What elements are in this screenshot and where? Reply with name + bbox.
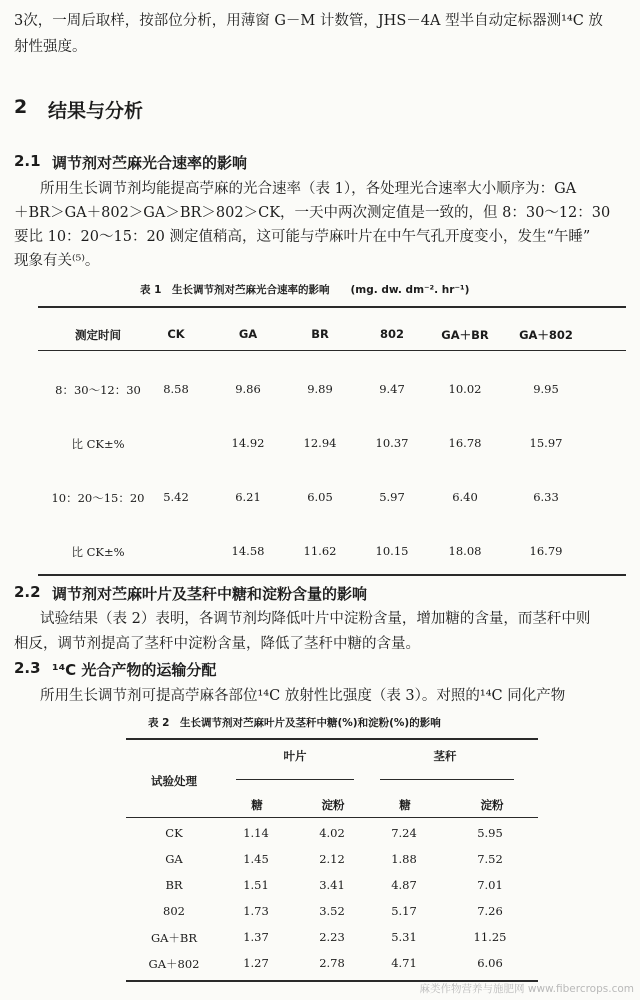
t1-header-ga-br: GA＋BR — [441, 328, 489, 342]
t2-r6-stem-sugar: 4.71 — [391, 956, 417, 970]
t1-r1-802: 9.47 — [379, 382, 405, 396]
t2-r1-stem-starch: 5.95 — [477, 826, 503, 840]
t2-r6-leaf-sugar: 1.27 — [243, 956, 269, 970]
t2-r1-stem-sugar: 7.24 — [391, 826, 417, 840]
t2-r4-stem-starch: 7.26 — [477, 904, 503, 918]
t2-r2-stem-starch: 7.52 — [477, 852, 503, 866]
t2-r5-stem-starch: 11.25 — [473, 930, 507, 944]
t1-header-ga-802: GA＋802 — [519, 328, 573, 342]
t2-r5-stem-sugar: 5.31 — [391, 930, 417, 944]
t1-r4-ga-802: 16.79 — [529, 544, 563, 558]
section-2-1-title: 调节剂对苎麻光合速率的影响 — [52, 154, 248, 172]
section-2-1-number: 2.1 — [14, 152, 41, 170]
section-2-number: 2 — [14, 96, 28, 118]
t2-r5-treatment: GA＋BR — [150, 931, 198, 945]
section-2-2-number: 2.2 — [14, 583, 41, 601]
t2-header-treatment: 试验处理 — [151, 774, 197, 788]
t2-r1-treatment: CK — [165, 826, 183, 840]
table-1-top-rule — [38, 306, 626, 308]
table-1-caption: 表 1 生长调节剂对苎麻光合速率的影响 (mg. dw. dm⁻². hr⁻¹) — [140, 284, 470, 296]
t1-r4-br: 11.62 — [303, 544, 337, 558]
t2-r4-stem-sugar: 5.17 — [391, 904, 417, 918]
t1-r3-ga-802: 6.33 — [533, 490, 559, 504]
sec22-line-1: 试验结果（表 2）表明，各调节剂均降低叶片中淀粉含量，增加糖的含量，而茎秆中则 — [40, 611, 591, 627]
sec22-line-2: 相反，调节剂提高了茎秆中淀粉含量，降低了茎秆中糖的含量。 — [14, 636, 420, 652]
t2-r4-leaf-starch: 3.52 — [319, 904, 345, 918]
section-2-3-title: ¹⁴C 光合产物的运输分配 — [52, 661, 217, 679]
t2-r3-stem-sugar: 4.87 — [391, 878, 417, 892]
table-2-top-rule — [126, 738, 538, 740]
t1-r3-br: 6.05 — [307, 490, 333, 504]
t2-r6-leaf-starch: 2.78 — [319, 956, 345, 970]
t1-r4-802: 10.15 — [375, 544, 409, 558]
t2-header-stem: 茎秆 — [433, 749, 457, 763]
watermark: 麻类作物营养与施肥网 www.fibercrops.com — [419, 983, 634, 995]
t2-header-leaf-starch: 淀粉 — [321, 798, 345, 812]
t2-r6-treatment: GA＋802 — [148, 957, 200, 971]
intro-line-1: 3次，一周后取样，按部位分析，用薄窗 G－M 计数管，JHS－4A 型半自动定标器测¹⁴C 放 — [14, 13, 603, 29]
table-2-leaf-rule — [236, 779, 354, 780]
t1-r4-label: 比 CK±% — [71, 545, 125, 559]
t2-r4-leaf-sugar: 1.73 — [243, 904, 269, 918]
t1-r4-ga: 14.58 — [231, 544, 265, 558]
t1-r2-ga-br: 16.78 — [448, 436, 482, 450]
t1-header-ck: CK — [167, 327, 185, 341]
sec21-line-2: ＋BR＞GA＋802＞GA＞BR＞802＞CK，一天中两次测定值是一致的，但 8：30～12：30 — [14, 205, 611, 221]
t2-r1-leaf-sugar: 1.14 — [243, 826, 269, 840]
t2-r2-stem-sugar: 1.88 — [391, 852, 417, 866]
t2-r6-stem-starch: 6.06 — [477, 956, 503, 970]
t2-r3-treatment: BR — [165, 878, 183, 892]
sec21-line-4: 现象有关⁽⁵⁾。 — [14, 253, 100, 269]
t1-r1-br: 9.89 — [307, 382, 333, 396]
table-2-header-rule — [126, 817, 538, 818]
t2-r3-leaf-sugar: 1.51 — [243, 878, 269, 892]
section-2-2-title: 调节剂对苎麻叶片及茎秆中糖和淀粉含量的影响 — [52, 585, 368, 603]
intro-line-2: 射性强度。 — [14, 39, 87, 55]
t2-header-leaf-sugar: 糖 — [251, 798, 263, 812]
t2-r4-treatment: 802 — [163, 904, 185, 918]
t1-r2-ga-802: 15.97 — [529, 436, 563, 450]
t1-r3-802: 5.97 — [379, 490, 405, 504]
sec23-line-1: 所用生长调节剂可提高苧麻各部位¹⁴C 放射性比强度（表 3）。对照的¹⁴C 同化产物 — [40, 688, 566, 704]
t1-r2-br: 12.94 — [303, 436, 337, 450]
t1-r2-ga: 14.92 — [231, 436, 265, 450]
t1-r3-ck: 5.42 — [163, 490, 189, 504]
t2-r5-leaf-sugar: 1.37 — [243, 930, 269, 944]
t1-r1-ga-br: 10.02 — [448, 382, 482, 396]
t1-r1-ga: 9.86 — [235, 382, 261, 396]
table-2-stem-rule — [380, 779, 514, 780]
t2-r2-leaf-starch: 2.12 — [319, 852, 345, 866]
section-2-3-number: 2.3 — [14, 659, 41, 677]
t1-r3-ga: 6.21 — [235, 490, 261, 504]
table-1-header-rule — [38, 350, 626, 351]
t1-r1-ck: 8.58 — [163, 382, 189, 396]
t1-r1-ga-802: 9.95 — [533, 382, 559, 396]
sec21-line-3: 要比 10：20～15：20 测定值稍高，这可能与苧麻叶片在中午气孔开度变小，发生“午睡” — [14, 229, 591, 245]
t2-r2-treatment: GA — [165, 852, 183, 866]
t2-r3-stem-starch: 7.01 — [477, 878, 503, 892]
t1-r4-ga-br: 18.08 — [448, 544, 482, 558]
t1-header-time: 测定时间 — [75, 328, 121, 342]
t2-header-leaf: 叶片 — [283, 749, 307, 763]
sec21-line-1: 所用生长调节剂均能提高苧麻的光合速率（表 1），各处理光合速率大小顺序为：GA — [40, 181, 577, 197]
table-1-bottom-rule — [38, 574, 626, 576]
t2-header-stem-starch: 淀粉 — [480, 798, 504, 812]
t2-header-stem-sugar: 糖 — [399, 798, 411, 812]
t1-r3-time: 10：20～15：20 — [51, 491, 145, 505]
t1-header-802: 802 — [379, 327, 404, 341]
t2-r1-leaf-starch: 4.02 — [319, 826, 345, 840]
section-2-title: 结果与分析 — [48, 100, 144, 122]
t1-r2-label: 比 CK±% — [71, 437, 125, 451]
t2-r5-leaf-starch: 2.23 — [319, 930, 345, 944]
t1-r3-ga-br: 6.40 — [452, 490, 478, 504]
t1-header-ga: GA — [238, 327, 258, 341]
t1-r2-802: 10.37 — [375, 436, 409, 450]
t1-header-br: BR — [311, 327, 329, 341]
t2-r2-leaf-sugar: 1.45 — [243, 852, 269, 866]
table-2-caption: 表 2 生长调节剂对苎麻叶片及茎秆中糖(%)和淀粉(%)的影响 — [148, 717, 441, 729]
t2-r3-leaf-starch: 3.41 — [319, 878, 345, 892]
t1-r1-time: 8：30～12：30 — [55, 383, 141, 397]
